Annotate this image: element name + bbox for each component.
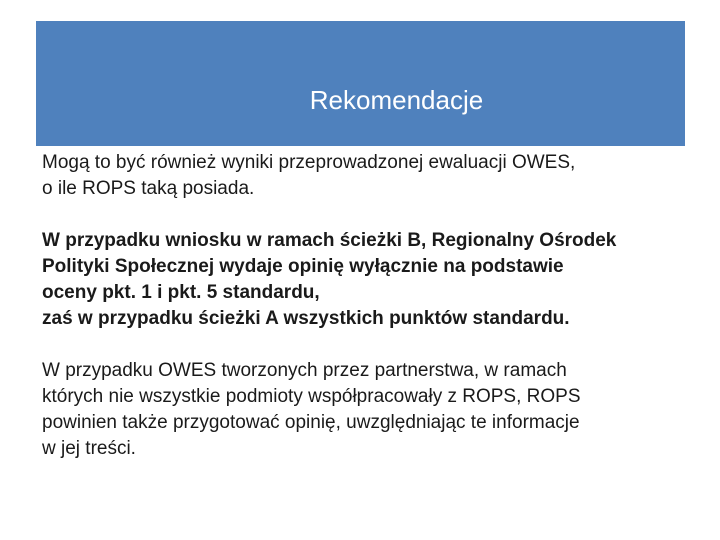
text-line: w jej treści. [42,438,136,459]
text-line: powinien także przygotować opinię, uwzględniając te informacje [42,412,580,433]
text-line: Polityki Społecznej wydaje opinię wyłącznie na podstawie [42,256,564,277]
text-line: o ile ROPS taką posiada. [42,178,255,199]
text-line: oceny pkt. 1 i pkt. 5 standardu, [42,282,320,303]
text-line: zaś w przypadku ścieżki A wszystkich punktów standardu. [42,308,570,329]
text-line: W przypadku wniosku w ramach ścieżki B, Regionalny Ośrodek [42,230,617,251]
paragraph-partnership-opinion [42,358,682,462]
paragraph-evaluation-results [42,150,682,202]
slide-body [42,150,682,462]
paragraph-path-b-opinion [42,228,682,332]
text-line: których nie wszystkie podmioty współpracowały z ROPS, ROPS [42,386,581,407]
text-line: W przypadku OWES tworzonych przez partnerstwa, w ramach [42,360,567,381]
slide-title: Rekomendacje [309,85,484,115]
title-banner [36,21,685,146]
text-line: Mogą to być również wyniki przeprowadzonej ewaluacji OWES, [42,152,576,173]
